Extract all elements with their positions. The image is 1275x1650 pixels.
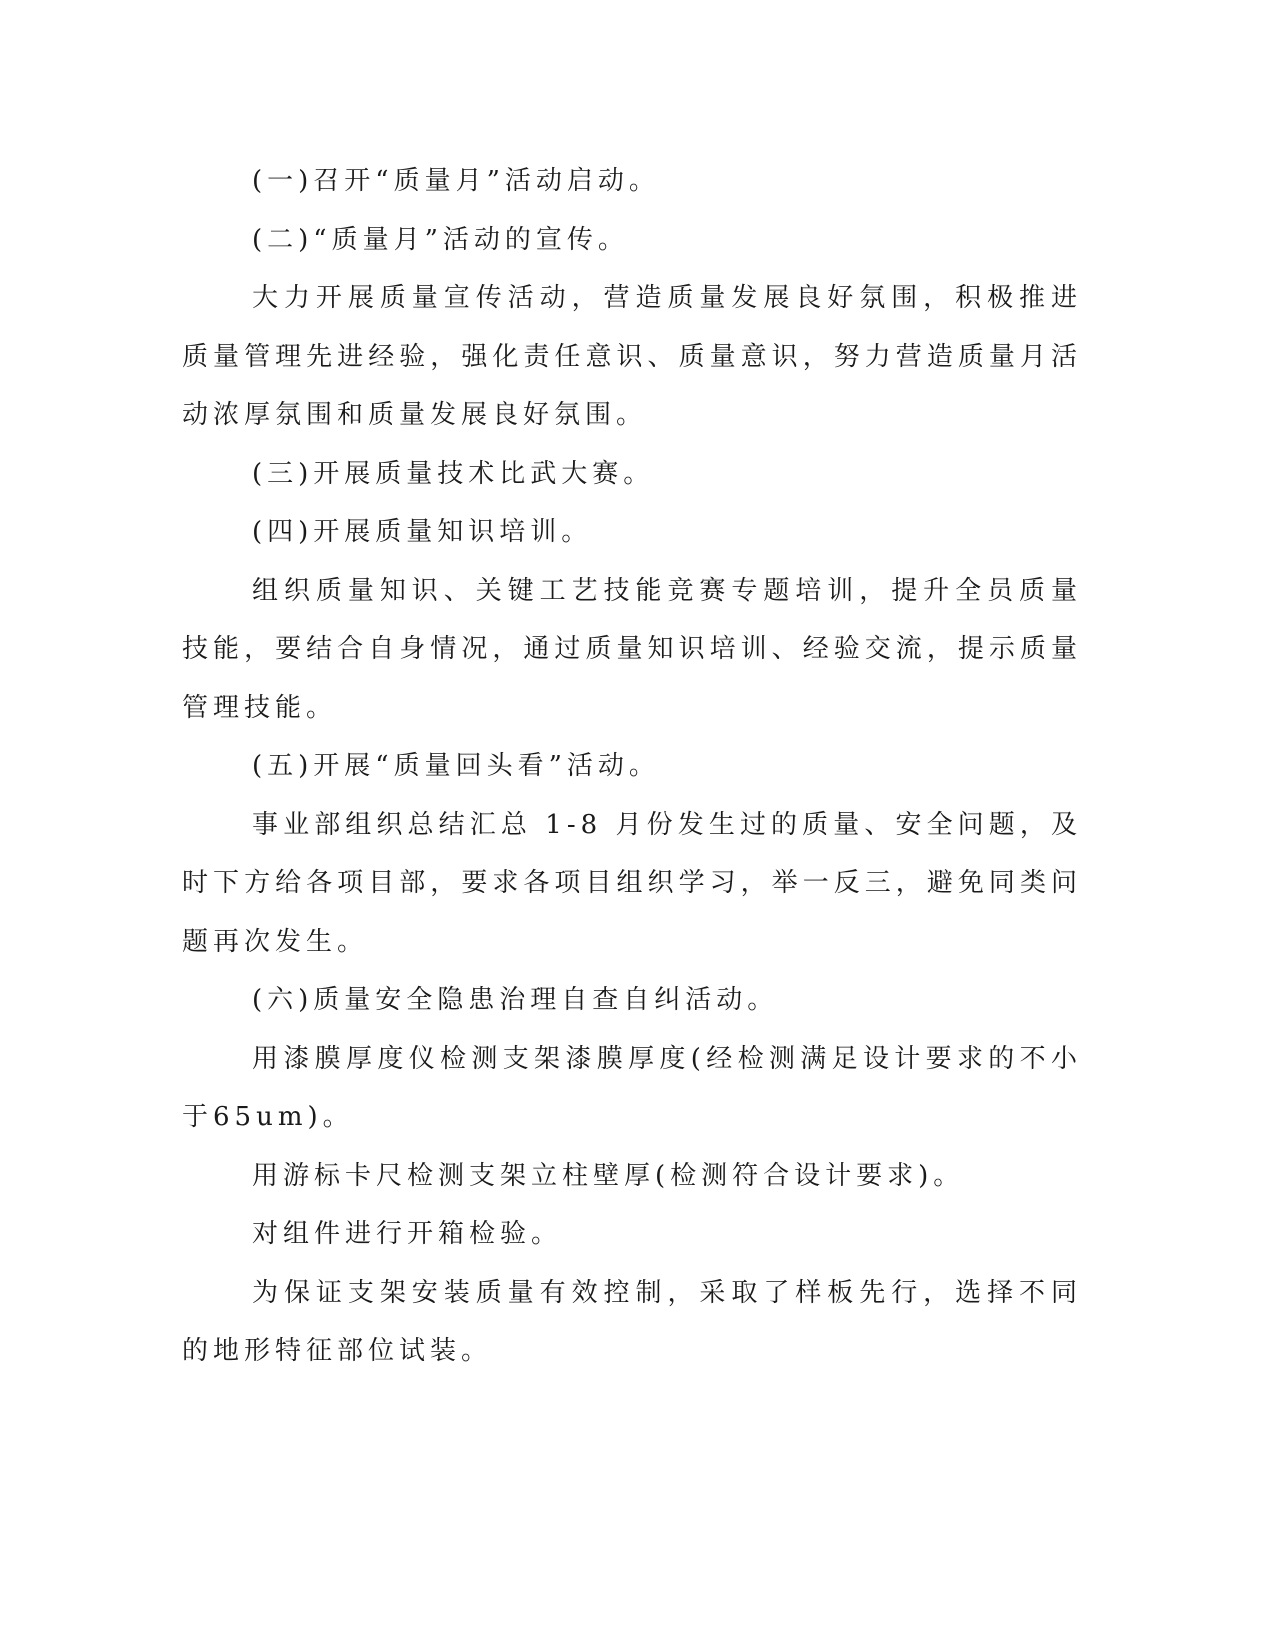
paragraph-body-unboxing: 对组件进行开箱检验。 (252, 1219, 563, 1249)
paragraph-heading-6: (六)质量安全隐患治理自查自纠活动。 (252, 985, 779, 1015)
paragraph-body-review: 事业部组织总结汇总 1-8 月份发生过的质量、安全问题，及时下方给各项目部，要求各项目组织学习，举一反三，避免同类问题再次发生。 (182, 809, 1082, 957)
paragraph-heading-5: (五)开展“质量回头看”活动。 (252, 751, 660, 781)
paragraph-heading-2: (二)“质量月”活动的宣传。 (252, 224, 629, 255)
paragraph-body-training: 组织质量知识、关键工艺技能竞赛专题培训，提升全员质量技能，要结合自身情况，通过质量知识培训、经验交流，提示质量管理技能。 (182, 575, 1082, 723)
document-body (182, 152, 1082, 1381)
paragraph-body-paint-thickness: 用漆膜厚度仪检测支架漆膜厚度(经检测满足设计要求的不小于65um)。 (182, 1043, 1082, 1132)
paragraph-heading-4: (四)开展质量知识培训。 (252, 517, 593, 547)
paragraph-heading-1: (一)召开“质量月”活动启动。 (252, 166, 660, 196)
paragraph-heading-3: (三)开展质量技术比武大赛。 (252, 458, 655, 489)
paragraph-body-trial-install: 为保证支架安装质量有效控制，采取了样板先行，选择不同的地形特征部位试装。 (182, 1277, 1082, 1366)
paragraph-body-publicity: 大力开展质量宣传活动，营造质量发展良好氛围，积极推进质量管理先进经验，强化责任意识、质量意识，努力营造质量月活动浓厚氛围和质量发展良好氛围。 (182, 283, 1082, 430)
paragraph-body-wall-thickness: 用游标卡尺检测支架立柱壁厚(检测符合设计要求)。 (252, 1160, 965, 1191)
